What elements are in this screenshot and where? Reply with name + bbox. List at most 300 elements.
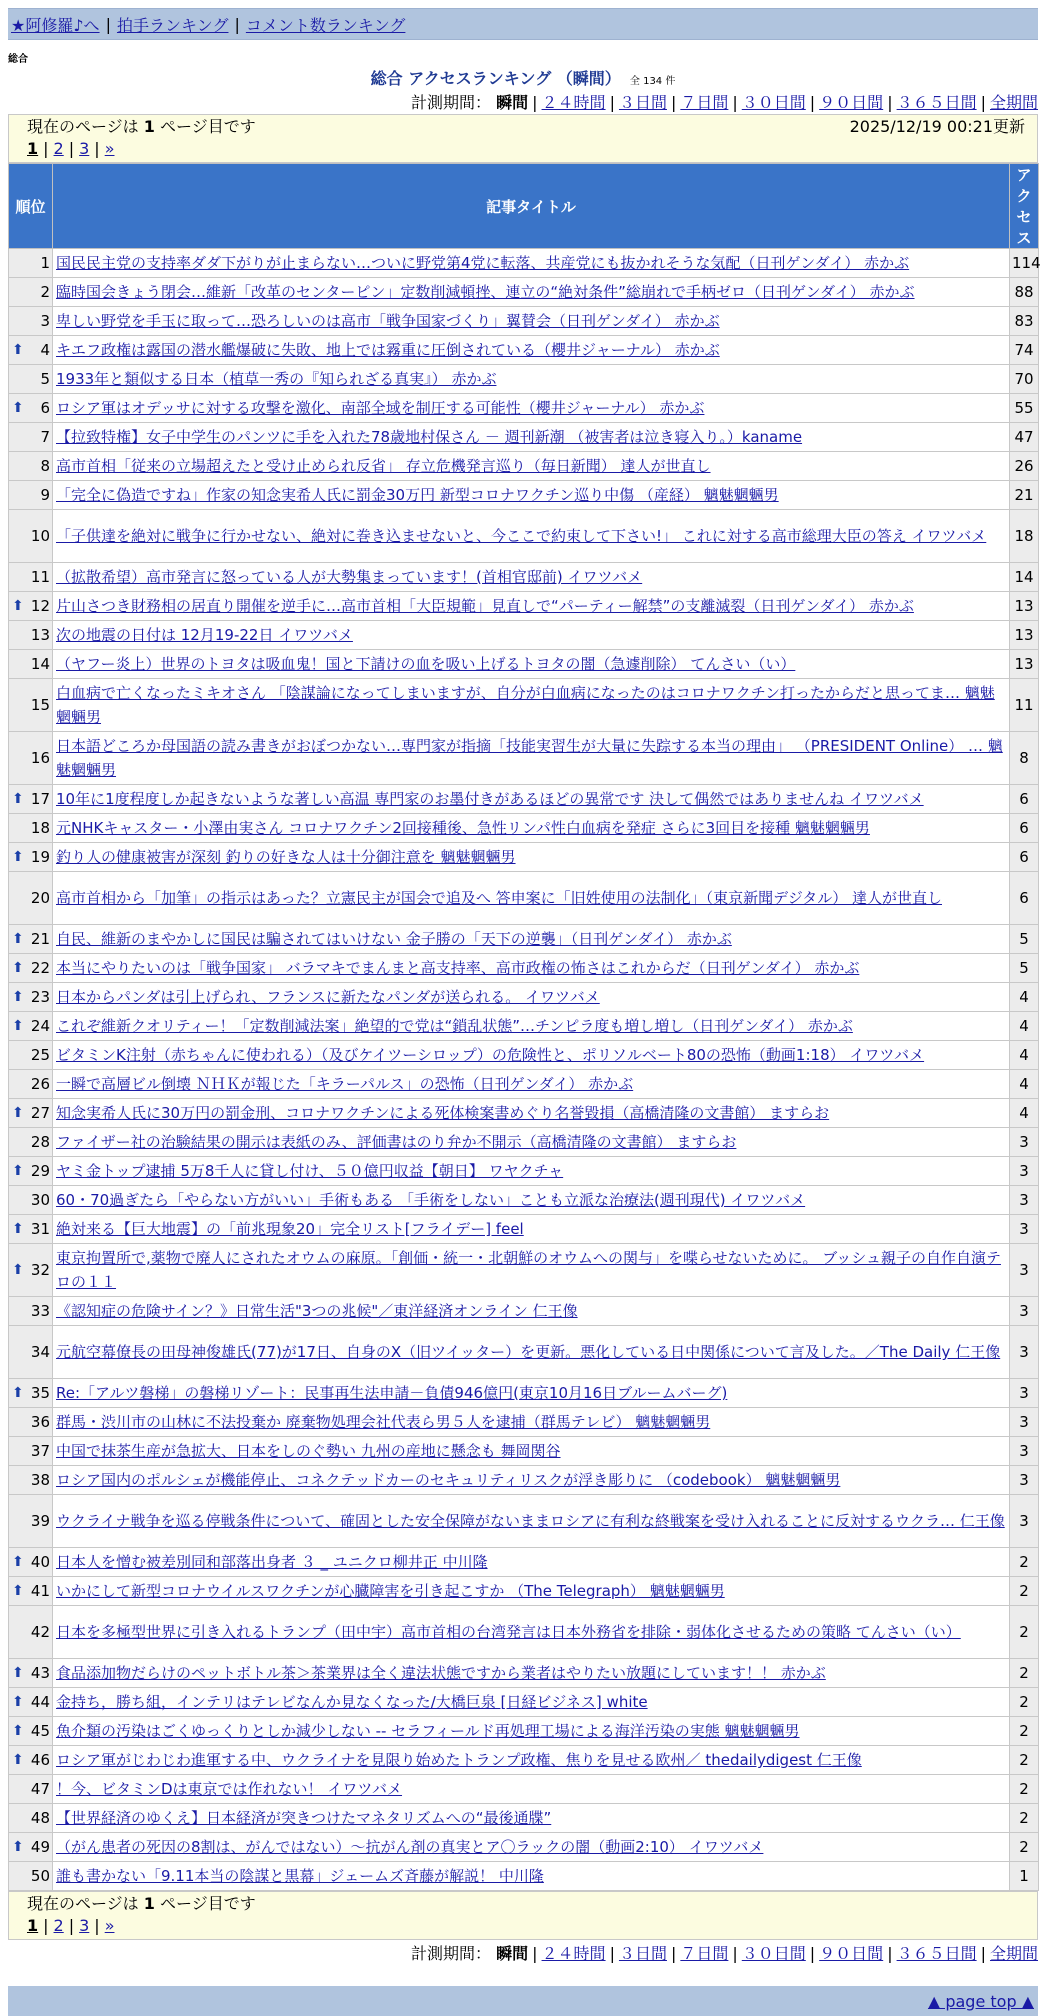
- article-link[interactable]: 1933年と類似する日本（植草一秀の『知られざる真実』） 赤かぶ: [56, 370, 497, 388]
- rank-number: 28: [30, 1133, 50, 1151]
- section-label: 総合: [8, 54, 28, 65]
- article-link[interactable]: これぞ維新クオリティー！「定数削減法案」絶望的で党は“鎖乱状態”…チンピラ度も増し増し（日刊ゲンダイ） 赤かぶ: [56, 1017, 853, 1035]
- title-cell: [53, 1157, 1010, 1186]
- rank-number: 47: [30, 1780, 50, 1798]
- table-row: [9, 1548, 1039, 1577]
- title-cell: [53, 732, 1010, 785]
- rank-number: 10: [30, 527, 50, 545]
- period-label: 計測期間：: [411, 93, 492, 112]
- bottom-page-link-3[interactable]: 3: [79, 1916, 90, 1935]
- table-row: [9, 365, 1039, 394]
- access-count: 18: [1010, 510, 1039, 563]
- rank-number: 38: [30, 1471, 50, 1489]
- top-period-link-3[interactable]: ７日間: [680, 93, 729, 112]
- access-count: 55: [1010, 394, 1039, 423]
- current-page-number: 1: [143, 117, 155, 136]
- article-link[interactable]: 誰も書かない「9.11本当の陰謀と黒幕」ジェームズ斉藤が解説！ 中川隆: [56, 1867, 544, 1885]
- title-cell: [53, 1577, 1010, 1606]
- access-count: 4: [1010, 1070, 1039, 1099]
- table-row: [9, 1099, 1039, 1128]
- title-cell: [53, 1215, 1010, 1244]
- table-row: [9, 1437, 1039, 1466]
- rank-number: 50: [30, 1867, 50, 1885]
- table-row: [9, 1297, 1039, 1326]
- rank-number: 17: [30, 790, 50, 808]
- table-row: [9, 452, 1039, 481]
- table-row: [9, 1775, 1039, 1804]
- period-separator: |: [670, 1944, 677, 1963]
- access-count: 13: [1010, 592, 1039, 621]
- ranking-heading: [8, 68, 1038, 90]
- rank-cell: [9, 954, 53, 983]
- title-cell: [53, 481, 1010, 510]
- title-cell: [53, 1804, 1010, 1833]
- up-arrow-icon: ⬆: [12, 400, 24, 416]
- article-link[interactable]: 【拉致特権】女子中学生のパンツに手を入れた78歳地村保さん － 週刊新潮 （被害者は泣き寝入り。）kaname: [56, 428, 803, 446]
- table-row: [9, 843, 1039, 872]
- table-row: [9, 1746, 1039, 1775]
- rank-cell: [9, 336, 53, 365]
- table-row: [9, 650, 1039, 679]
- period-separator: |: [732, 93, 738, 112]
- title-cell: [53, 925, 1010, 954]
- rank-number: 20: [30, 889, 50, 907]
- rank-cell: [9, 925, 53, 954]
- access-count: 5: [1010, 954, 1039, 983]
- period-separator: |: [532, 93, 538, 112]
- bottom-period-link-2[interactable]: ３日間: [618, 1944, 667, 1963]
- home-link[interactable]: ★阿修羅♪へ: [11, 15, 100, 35]
- rank-cell: [9, 1437, 53, 1466]
- access-count: 2: [1010, 1833, 1039, 1862]
- total-count: 全 134 件: [629, 76, 676, 87]
- title-cell: [53, 1012, 1010, 1041]
- bottom-page-link-2[interactable]: 2: [53, 1916, 64, 1935]
- table-row: [9, 1379, 1039, 1408]
- top-page-link-3[interactable]: 3: [79, 139, 90, 158]
- ranking-table-body: [9, 249, 1039, 1891]
- access-count: 6: [1010, 814, 1039, 843]
- up-arrow-icon: ⬆: [12, 931, 24, 947]
- article-link[interactable]: 【世界経済のゆくえ】日本経済が突きつけたマネタリズムへの“最後通牒”: [56, 1809, 552, 1827]
- title-cell: [53, 249, 1010, 278]
- rank-number: 35: [30, 1384, 50, 1402]
- rank-cell: [9, 1099, 53, 1128]
- article-link[interactable]: 食品添加物だらけのペットボトル茶＞茶業界は全く違法状態ですから業者はやりたい放題にしています！！ 赤かぶ: [56, 1664, 826, 1682]
- access-count: 2: [1010, 1688, 1039, 1717]
- article-link[interactable]: 東京拘置所で,薬物で廃人にされたオウムの麻原。「創価・統一・北朝鮮のオウムへの関与」を喋らせないために。 ブッシュ親子の自作自演テロの１１: [56, 1249, 1001, 1291]
- page-separator: |: [94, 1916, 100, 1935]
- up-arrow-icon: ⬆: [12, 960, 24, 976]
- period-separator: |: [980, 93, 986, 112]
- rank-number: 27: [30, 1104, 50, 1122]
- title-cell: [53, 1128, 1010, 1157]
- article-link[interactable]: ロシア国内のポルシェが機能停止、コネクテッドカーのセキュリティリスクが浮き彫りに （codebook） 魑魅魍魎男: [56, 1471, 841, 1489]
- access-count: 13: [1010, 650, 1039, 679]
- title-cell: [53, 785, 1010, 814]
- title-cell: [53, 1548, 1010, 1577]
- top-period-current: 瞬間: [496, 93, 529, 112]
- article-link[interactable]: 一瞬で高層ビル倒壊 ＮＨＫが報じた「キラーパルス」の恐怖（日刊ゲンダイ） 赤かぶ: [56, 1075, 634, 1093]
- table-row: [9, 1862, 1039, 1891]
- top-period-link-6[interactable]: ３６５日間: [896, 93, 977, 112]
- rank-cell: [9, 1862, 53, 1891]
- bottom-page-current: 1: [27, 1916, 39, 1935]
- nav-separator: |: [105, 14, 111, 34]
- page-separator: |: [68, 139, 75, 158]
- table-row: [9, 592, 1039, 621]
- rank-cell: [9, 1775, 53, 1804]
- rank-cell: [9, 481, 53, 510]
- table-row: [9, 336, 1039, 365]
- title-cell: [53, 1070, 1010, 1099]
- period-selector-bottom: [8, 1942, 1038, 1966]
- article-link[interactable]: 「完全に偽造ですね」作家の知念実希人氏に罰金30万円 新型コロナワクチン巡り中傷 （産経） 魑魅魍魎男: [56, 486, 779, 504]
- article-link[interactable]: 魚介類の汚染はごくゆっくりとしか減少しない -- セラフィールド再処理工場による海洋汚染の実態 魑魅魍魎男: [56, 1722, 800, 1740]
- rank-number: 23: [30, 988, 50, 1006]
- bottom-period-current: 瞬間: [496, 1944, 529, 1963]
- title-cell: [53, 563, 1010, 592]
- title-cell: [53, 1437, 1010, 1466]
- rank-number: 9: [40, 486, 50, 504]
- top-nav-bar: [8, 8, 1038, 40]
- up-arrow-icon: ⬆: [12, 342, 24, 358]
- bottom-period-link-4[interactable]: ３０日間: [741, 1944, 806, 1963]
- period-separator: |: [887, 93, 893, 112]
- rank-number: 16: [30, 749, 50, 767]
- rank-number: 46: [30, 1751, 50, 1769]
- up-arrow-icon: ⬆: [12, 1694, 24, 1710]
- article-link[interactable]: 元航空幕僚長の田母神俊雄氏(77)が17日、自身のX（旧ツイッター）を更新。悪化している日中関係について言及した。／The Daily 仁王像: [56, 1343, 1001, 1361]
- article-link[interactable]: 本当にやりたいのは「戦争国家」 バラマキでまんまと高支持率、高市政権の怖さはこれからだ（日刊ゲンダイ） 赤かぶ: [56, 959, 860, 977]
- article-link[interactable]: 日本からパンダは引上げられ、フランスに新たなパンダが送られる。 イワツバメ: [56, 988, 600, 1006]
- title-cell: [53, 1408, 1010, 1437]
- title-cell: [53, 1297, 1010, 1326]
- bottom-period-link-5[interactable]: ９０日間: [819, 1944, 884, 1963]
- table-row: [9, 481, 1039, 510]
- table-row: [9, 1157, 1039, 1186]
- top-period-link-7[interactable]: 全期間: [989, 93, 1038, 112]
- current-page-number: 1: [143, 1894, 155, 1913]
- rank-header: 順位: [9, 164, 53, 249]
- title-cell: [53, 1244, 1010, 1297]
- title-cell: [53, 1688, 1010, 1717]
- bottom-period-link-6[interactable]: ３６５日間: [896, 1944, 977, 1963]
- title-header: 記事タイトル: [53, 164, 1010, 249]
- rank-cell: [9, 1717, 53, 1746]
- title-cell: [53, 1466, 1010, 1495]
- access-count: 13: [1010, 621, 1039, 650]
- rank-number: 41: [30, 1582, 50, 1600]
- nav-separator: |: [234, 14, 240, 34]
- access-count: 47: [1010, 423, 1039, 452]
- table-row: [9, 621, 1039, 650]
- title-cell: [53, 423, 1010, 452]
- table-row: [9, 1659, 1039, 1688]
- access-count: 4: [1010, 1041, 1039, 1070]
- access-count: 8: [1010, 732, 1039, 785]
- title-cell: [53, 365, 1010, 394]
- rank-cell: [9, 732, 53, 785]
- applause-ranking-link[interactable]: 拍手ランキング: [116, 15, 229, 35]
- title-cell: [53, 1606, 1010, 1659]
- rank-cell: [9, 1379, 53, 1408]
- ranking-table: [8, 163, 1039, 1891]
- period-label: 計測期間：: [411, 1944, 492, 1963]
- article-link[interactable]: 釣り人の健康被害が深刻 釣りの好きな人は十分御注意を 魑魅魍魎男: [56, 848, 516, 866]
- up-arrow-icon: ⬆: [12, 1262, 24, 1278]
- article-link[interactable]: 白血病で亡くなったミキオさん 「陰謀論になってしまいますが、自分が白血病になったのはコロナワクチン打ったからだと思ってま… 魑魅魍魎男: [56, 684, 995, 726]
- table-row: [9, 954, 1039, 983]
- period-separator: |: [732, 1944, 738, 1963]
- table-row: [9, 1186, 1039, 1215]
- article-link[interactable]: 10年に1度程度しか起きないような著しい高温 専門家のお墨付きがあるほどの異常です 決して偶然ではありませんね イワツバメ: [56, 790, 924, 808]
- article-link[interactable]: 卑しい野党を手玉に取って…恐ろしいのは高市「戦争国家づくり」翼賛会（日刊ゲンダイ） 赤かぶ: [56, 312, 720, 330]
- rank-number: 36: [30, 1413, 50, 1431]
- title-cell: [53, 307, 1010, 336]
- rank-number: 24: [30, 1017, 50, 1035]
- access-count: 88: [1010, 278, 1039, 307]
- article-link[interactable]: 自民、維新のまやかしに国民は騙されてはいけない 金子勝の「天下の逆襲」（日刊ゲンダイ） 赤かぶ: [56, 930, 732, 948]
- access-count: 83: [1010, 307, 1039, 336]
- page-separator: |: [94, 139, 100, 158]
- title-cell: [53, 452, 1010, 481]
- article-link[interactable]: ビタミンK注射（赤ちゃんに使われる）（及びケイツーシロップ）の危険性と、ポリソルベート80の恐怖（動画1:18） イワツバメ: [56, 1046, 925, 1064]
- table-row: [9, 1215, 1039, 1244]
- rank-cell: [9, 394, 53, 423]
- rank-cell: [9, 1070, 53, 1099]
- rank-cell: [9, 1186, 53, 1215]
- article-link[interactable]: ヤミ金トップ逮捕 5万8千人に貸し付け、５０億円収益【朝日】 ワヤクチャ: [56, 1162, 564, 1180]
- access-count: 2: [1010, 1577, 1039, 1606]
- article-link[interactable]: 中国で抹茶生産が急拡大、日本をしのぐ勢い 九州の産地に懸念も 舞岡関谷: [56, 1442, 561, 1460]
- top-page-link-2[interactable]: 2: [53, 139, 64, 158]
- pager-bottom: [8, 1891, 1038, 1940]
- top-pager-status: [27, 116, 1025, 138]
- title-cell: [53, 814, 1010, 843]
- table-row: [9, 1408, 1039, 1437]
- article-link[interactable]: 群馬・渋川市の山林に不法投棄か 廃棄物処理会社代表ら男５人を逮捕（群馬テレビ） 魑魅魍魎男: [56, 1413, 711, 1431]
- rank-cell: [9, 843, 53, 872]
- rank-cell: [9, 1326, 53, 1379]
- rank-number: 14: [30, 655, 50, 673]
- table-row: [9, 1244, 1039, 1297]
- access-count: 3: [1010, 1157, 1039, 1186]
- title-cell: [53, 592, 1010, 621]
- article-link[interactable]: 絶対来る【巨大地震】の「前兆現象20」完全リスト[フライデー] feel: [56, 1220, 524, 1238]
- table-row: [9, 925, 1039, 954]
- access-count: 26: [1010, 452, 1039, 481]
- rank-number: 45: [30, 1722, 50, 1740]
- article-link[interactable]: 日本人を憎む被差別同和部落出身者 ３ _ ユニクロ柳井正 中川隆: [56, 1553, 488, 1571]
- page-top-link[interactable]: ▲ page top ▲: [927, 1991, 1034, 2011]
- article-link[interactable]: いかにして新型コロナウイルスワクチンが心臓障害を引き起こすか （The Telegraph） 魑魅魍魎男: [56, 1582, 725, 1600]
- article-link[interactable]: （がん患者の死因の8割は、がんではない）～抗がん剤の真実とア〇ラックの闇（動画2:10） イワツバメ: [56, 1838, 764, 1856]
- access-count: 3: [1010, 1244, 1039, 1297]
- access-count: 2: [1010, 1548, 1039, 1577]
- title-cell: [53, 1717, 1010, 1746]
- article-link[interactable]: 高市首相から「加筆」の指示はあった？立憲民主が国会で追及へ 答申案に「旧姓使用の法制化」（東京新聞デジタル） 達人が世直し: [56, 889, 942, 907]
- title-cell: [53, 278, 1010, 307]
- rank-number: 37: [30, 1442, 50, 1460]
- updated-timestamp: 2025/12/19 00:21更新: [849, 117, 1025, 136]
- rank-cell: [9, 1606, 53, 1659]
- bottom-next-page-link[interactable]: »: [104, 1916, 115, 1935]
- rank-number: 43: [30, 1664, 50, 1682]
- title-cell: [53, 621, 1010, 650]
- up-arrow-icon: ⬆: [12, 1723, 24, 1739]
- rank-number: 11: [30, 568, 50, 586]
- table-row: [9, 732, 1039, 785]
- table-row: [9, 1606, 1039, 1659]
- bottom-pager-status: [27, 1893, 1025, 1915]
- top-next-page-link[interactable]: »: [104, 139, 115, 158]
- up-arrow-icon: ⬆: [12, 1554, 24, 1570]
- top-period-link-4[interactable]: ３０日間: [741, 93, 806, 112]
- rank-cell: [9, 1128, 53, 1157]
- article-link[interactable]: 《認知症の危険サイン？》日常生活"3つの兆候"／東洋経済オンライン 仁王像: [56, 1302, 578, 1320]
- up-arrow-icon: ⬆: [12, 1839, 24, 1855]
- article-link[interactable]: ウクライナ戦争を巡る停戦条件について、確固とした安全保障がないままロシアに有利な終戦案を受け入れることに反対するウクラ… 仁王像: [56, 1512, 1005, 1530]
- title-cell: [53, 1775, 1010, 1804]
- article-link[interactable]: 片山さつき財務相の居直り開催を逆手に…高市首相「大臣規範」見直しで“パーティー解禁”の支離滅裂（日刊ゲンダイ） 赤かぶ: [56, 597, 914, 615]
- title-cell: [53, 983, 1010, 1012]
- table-row: [9, 249, 1039, 278]
- rank-cell: [9, 365, 53, 394]
- article-link[interactable]: 日本を多極型世界に引き入れるトランプ（田中宇）高市首相の台湾発言は日本外務省を排除・弱体化させるための策略 てんさい（い）: [56, 1623, 961, 1641]
- rank-cell: [9, 452, 53, 481]
- rank-cell: [9, 1041, 53, 1070]
- access-count: 2: [1010, 1746, 1039, 1775]
- period-separator: |: [809, 93, 816, 112]
- article-link[interactable]: 国民民主党の支持率ダダ下がりが止まらない…ついに野党第4党に転落、共産党にも抜かれそうな気配（日刊ゲンダイ） 赤かぶ: [56, 254, 910, 272]
- table-row: [9, 1577, 1039, 1606]
- access-count: 74: [1010, 336, 1039, 365]
- access-count: 3: [1010, 1495, 1039, 1548]
- rank-number: 12: [30, 597, 50, 615]
- article-link[interactable]: 日本語どころか母国語の読み書きがおぼつかない…専門家が指摘「技能実習生が大量に失踪する本当の理由」 （PRESIDENT Online） … 魑魅魍魎男: [56, 737, 1003, 779]
- article-link[interactable]: （拡散希望）高市発言に怒っている人が大勢集まっています！(首相官邸前) イワツバメ: [56, 568, 643, 586]
- rank-number: 31: [30, 1220, 50, 1238]
- period-separator: |: [532, 1944, 538, 1963]
- current-page-pre: 現在のページは: [27, 117, 139, 136]
- access-count: 6: [1010, 785, 1039, 814]
- title-cell: [53, 1326, 1010, 1379]
- period-separator: |: [609, 1944, 615, 1963]
- up-arrow-icon: ⬆: [12, 1665, 24, 1681]
- rank-cell: [9, 1297, 53, 1326]
- rank-cell: [9, 872, 53, 925]
- period-selector-top: [8, 92, 1038, 114]
- table-row: [9, 1466, 1039, 1495]
- rank-cell: [9, 1466, 53, 1495]
- up-arrow-icon: ⬆: [12, 1163, 24, 1179]
- rank-cell: [9, 1012, 53, 1041]
- article-link[interactable]: ファイザー社の治験結果の開示は表紙のみ、評価書はのり弁か不開示（高橋清隆の文書館） ますらお: [56, 1133, 737, 1151]
- table-row: [9, 1495, 1039, 1548]
- rank-cell: [9, 1548, 53, 1577]
- access-count: 2: [1010, 1775, 1039, 1804]
- article-link[interactable]: 「子供達を絶対に戦争に行かせない、絶対に巻き込ませないと、今ここで約束して下さい!」 これに対する高市総理大臣の答え イワツバメ: [56, 527, 987, 545]
- rank-number: 48: [30, 1809, 50, 1827]
- table-row: [9, 1326, 1039, 1379]
- bottom-period-link-3[interactable]: ７日間: [680, 1944, 729, 1963]
- access-count: 4: [1010, 983, 1039, 1012]
- comment-ranking-link[interactable]: コメント数ランキング: [245, 15, 406, 35]
- article-link[interactable]: 金持ち，勝ち組，インテリはテレビなんか見なくなった/大橋巨泉 [日経ビジネス] white: [56, 1693, 648, 1711]
- article-link[interactable]: 60・70過ぎたら「やらない方がいい」手術もある 「手術をしない」ことも立派な治療法(週刊現代) イワツバメ: [56, 1191, 806, 1209]
- title-cell: [53, 394, 1010, 423]
- access-count: 21: [1010, 481, 1039, 510]
- rank-cell: [9, 1495, 53, 1548]
- access-count: 14: [1010, 563, 1039, 592]
- rank-cell: [9, 983, 53, 1012]
- top-period-link-5[interactable]: ９０日間: [819, 93, 884, 112]
- table-row: [9, 1041, 1039, 1070]
- article-link[interactable]: 次の地震の日付は 12月19-22日 イワツバメ: [56, 626, 353, 644]
- access-count: 70: [1010, 365, 1039, 394]
- rank-cell: [9, 1659, 53, 1688]
- rank-number: 3: [40, 312, 50, 330]
- table-row: [9, 1012, 1039, 1041]
- table-row: [9, 1833, 1039, 1862]
- up-arrow-icon: ⬆: [12, 791, 24, 807]
- rank-cell: [9, 621, 53, 650]
- article-link[interactable]: （ヤフー炎上）世界のトヨタは吸血鬼！国と下請けの血を吸い上げるトヨタの闇（急遽削除） てんさい（い）: [56, 655, 796, 673]
- rank-number: 2: [40, 283, 50, 301]
- article-link[interactable]: 元NHKキャスター・小澤由実さん コロナワクチン2回接種後、急性リンパ性白血病を発症 さらに3回目を接種 魑魅魍魎男: [56, 819, 870, 837]
- article-link[interactable]: キエフ政権は露国の潜水艦爆破に失敗、地上では霧重に圧倒されている（櫻井ジャーナル） 赤かぶ: [56, 341, 720, 359]
- bottom-period-link-1[interactable]: ２４時間: [541, 1944, 606, 1963]
- article-link[interactable]: ロシア軍はオデッサに対する攻撃を激化、南部全域を制圧する可能性（櫻井ジャーナル） 赤かぶ: [56, 399, 705, 417]
- bottom-period-link-7[interactable]: 全期間: [989, 1944, 1038, 1963]
- up-arrow-icon: ⬆: [12, 1752, 24, 1768]
- title-cell: [53, 843, 1010, 872]
- up-arrow-icon: ⬆: [12, 1221, 24, 1237]
- access-count: 3: [1010, 1297, 1039, 1326]
- rank-number: 5: [40, 370, 50, 388]
- period-separator: |: [609, 93, 615, 112]
- up-arrow-icon: ⬆: [12, 1018, 24, 1034]
- rank-number: 26: [30, 1075, 50, 1093]
- rank-number: 1: [40, 254, 50, 272]
- page-separator: |: [68, 1916, 75, 1935]
- access-header: アクセス: [1010, 164, 1039, 249]
- page-wrapper: [8, 8, 1041, 2016]
- table-row: [9, 872, 1039, 925]
- access-count: 3: [1010, 1326, 1039, 1379]
- top-period-link-2[interactable]: ３日間: [618, 93, 667, 112]
- article-link[interactable]: Re:「アルツ磐梯」の磐梯リゾート：民事再生法申請－負債946億円(東京10月16日ブルームバーグ): [56, 1384, 728, 1402]
- article-link[interactable]: 知念実希人氏に30万円の罰金刑、コロナワクチンによる死体検案書めぐり名誉毀損（高橋清隆の文書館） ますらお: [56, 1104, 830, 1122]
- article-link[interactable]: 臨時国会きょう閉会…維新「改革のセンターピン」定数削減頓挫、連立の“絶対条件”総崩れで手柄ゼロ（日刊ゲンダイ） 赤かぶ: [56, 283, 915, 301]
- article-link[interactable]: ロシア軍がじわじわ進軍する中、ウクライナを見限り始めたトランプ政権、焦りを見せる欧州／ thedailydigest 仁王像: [56, 1751, 862, 1769]
- rank-number: 13: [30, 626, 50, 644]
- page-separator: |: [43, 139, 49, 158]
- title-cell: [53, 336, 1010, 365]
- title-cell: [53, 1495, 1010, 1548]
- article-link[interactable]: ！今、ビタミンDは東京では作れない！ イワツバメ: [56, 1780, 403, 1798]
- current-page-text: [27, 116, 256, 138]
- rank-number: 19: [30, 848, 50, 866]
- top-period-link-1[interactable]: ２４時間: [541, 93, 606, 112]
- rank-cell: [9, 307, 53, 336]
- access-count: 1: [1010, 1862, 1039, 1891]
- article-link[interactable]: 高市首相「従来の立場超えたと受け止められ反省」 存立危機発言巡り（毎日新聞） 達人が世直し: [56, 457, 711, 475]
- up-arrow-icon: ⬆: [12, 1385, 24, 1401]
- rank-cell: [9, 1577, 53, 1606]
- title-cell: [53, 679, 1010, 732]
